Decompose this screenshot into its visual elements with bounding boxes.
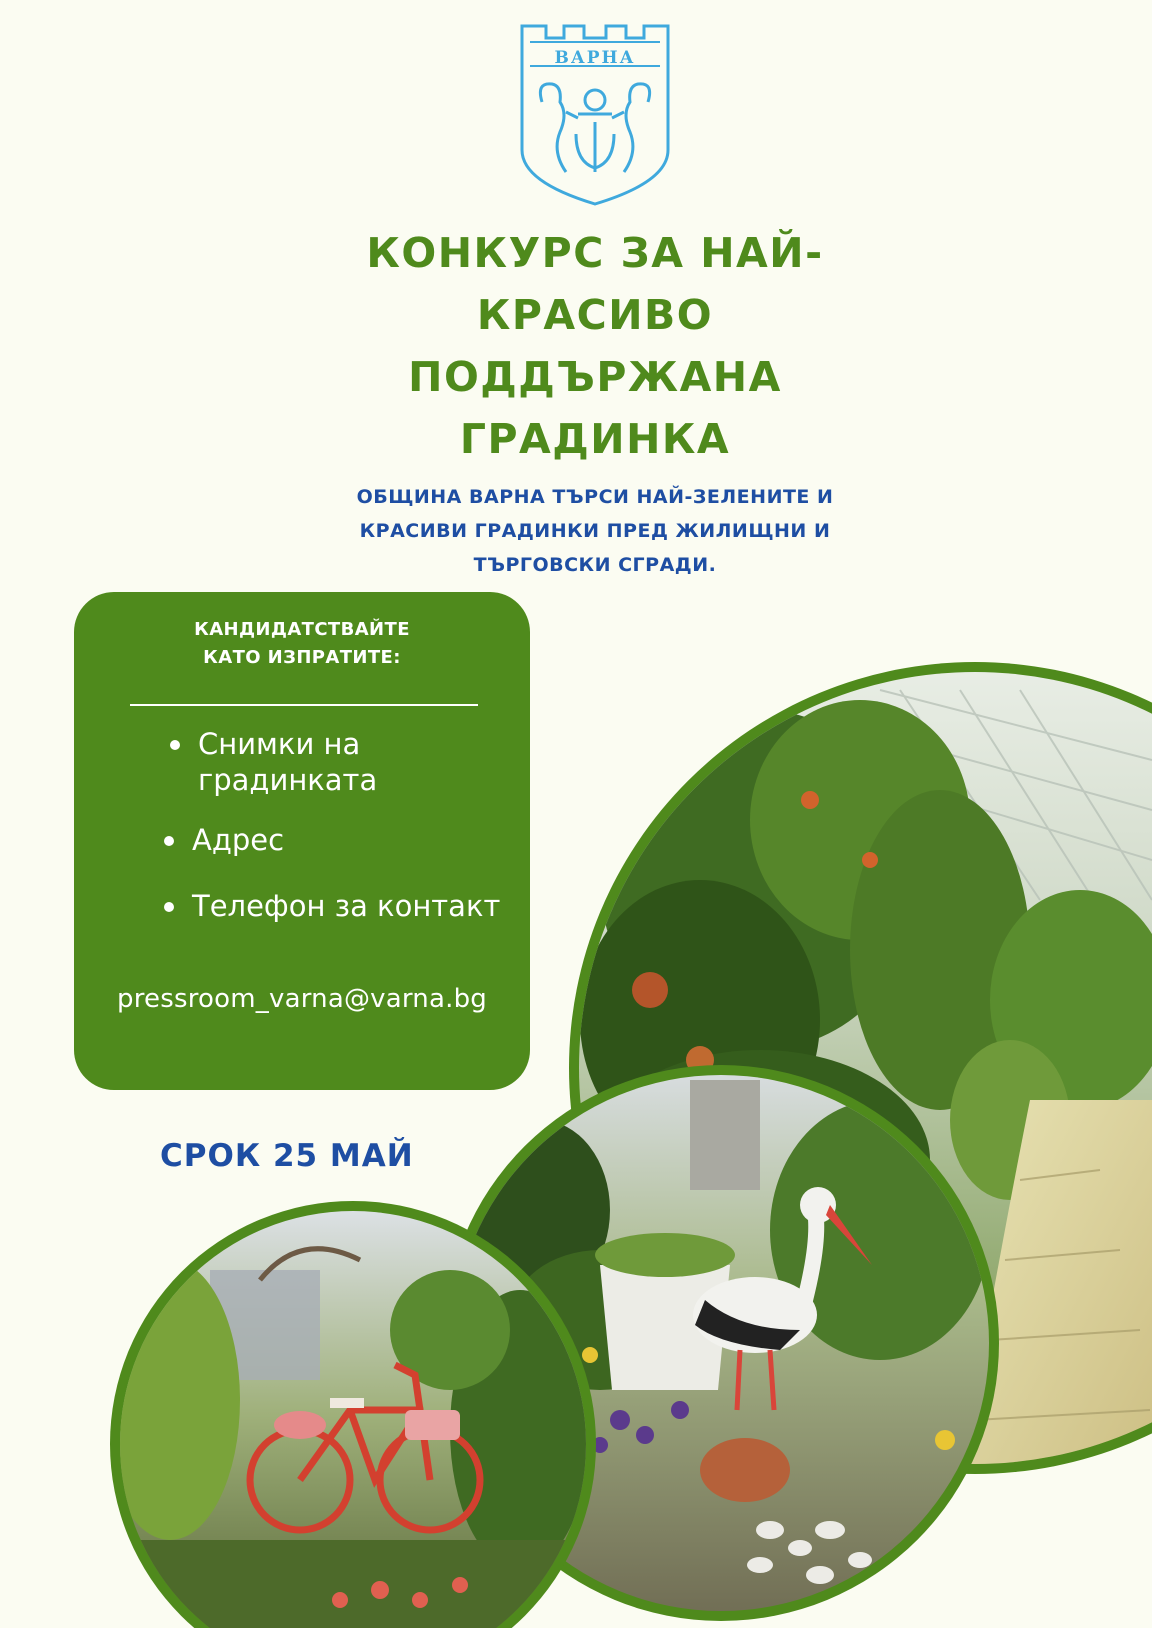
- bullet-icon: [164, 836, 174, 846]
- list-item: [198, 726, 512, 798]
- bullet-icon: [170, 740, 180, 750]
- contact-email[interactable]: pressroom_varna@varna.bg: [117, 984, 487, 1014]
- panel-heading: КАНДИДАТСТВАЙТЕ КАТО ИЗПРАТИТЕ:: [194, 619, 410, 668]
- varna-coat-of-arms: [516, 22, 674, 208]
- list-item-label: Адрес: [192, 823, 285, 857]
- requirements-list: [192, 726, 512, 924]
- deadline-text: СРОК 25 МАЙ: [160, 1138, 414, 1174]
- bullet-icon: [164, 902, 174, 912]
- list-item-label: Телефон за контакт: [192, 889, 501, 923]
- list-item-label: Снимки на градинката: [198, 727, 378, 797]
- panel-divider: [130, 704, 478, 706]
- crest-label: ВАРНА: [554, 48, 636, 68]
- list-item: [192, 888, 512, 924]
- contest-title: КОНКУРС ЗА НАЙ-КРАСИВО ПОДДЪРЖАНА ГРАДИНКА: [366, 229, 824, 463]
- contest-subtitle: ОБЩИНА ВАРНА ТЪРСИ НАЙ-ЗЕЛЕНИТЕ И КРАСИВИ ГРАДИНКИ ПРЕД ЖИЛИЩНИ И ТЪРГОВСКИ СГРАДИ.: [356, 486, 834, 576]
- list-item: [192, 822, 512, 858]
- application-panel: [74, 592, 530, 1090]
